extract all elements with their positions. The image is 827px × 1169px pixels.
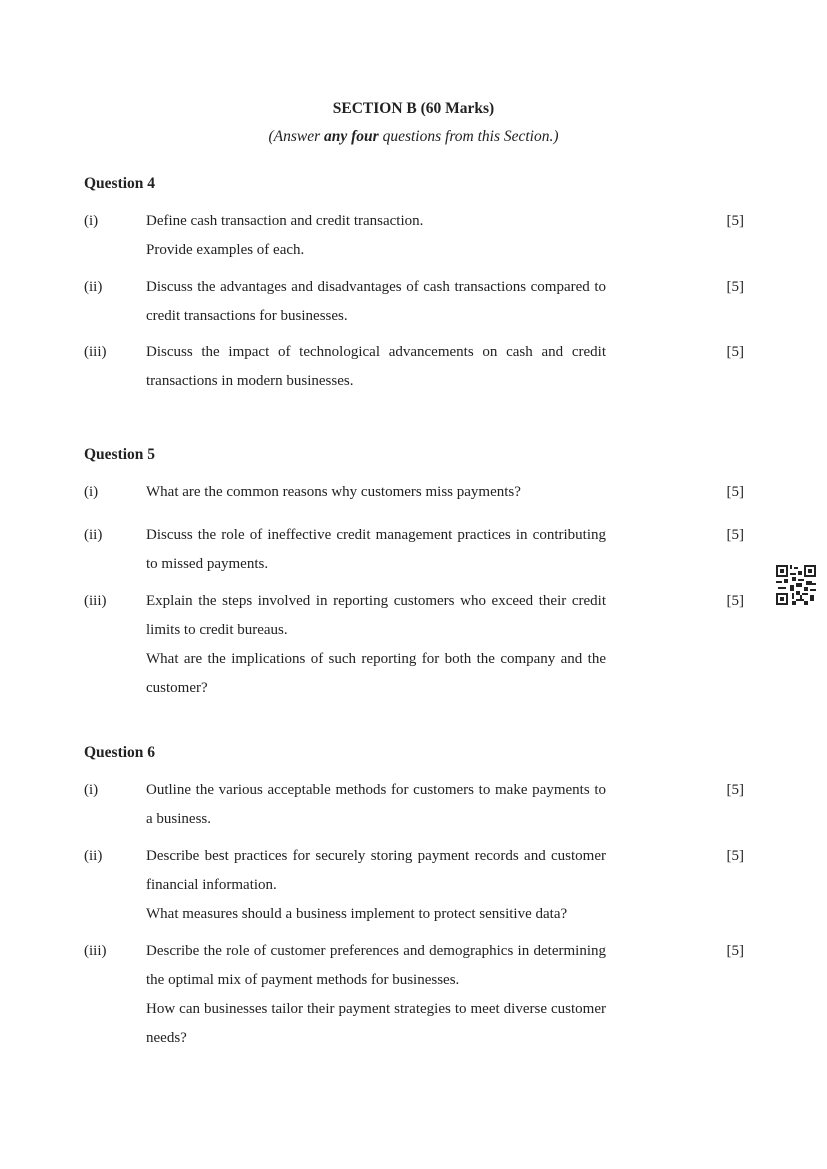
part-number: (i)	[84, 782, 99, 798]
part-text	[146, 842, 606, 929]
marks: [5]	[726, 593, 744, 609]
question-4-heading: Question 4	[84, 175, 156, 192]
part-line: What are the common reasons why customers miss payments?	[146, 484, 521, 500]
marks: [5]	[726, 782, 744, 798]
part-text	[146, 478, 606, 507]
part-text	[146, 207, 606, 265]
part-text	[146, 521, 606, 579]
part-line: Describe the role of customer preferences and demographics in determining the optimal mix of payment methods for businesses.	[146, 943, 606, 988]
part-number: (i)	[84, 213, 99, 229]
part-text	[146, 273, 606, 331]
marks: [5]	[726, 344, 744, 360]
question-5-heading: Question 5	[84, 446, 156, 463]
part-number: (ii)	[84, 848, 103, 864]
instruction-emphasis: any four	[324, 128, 379, 145]
marks: [5]	[726, 848, 744, 864]
marks: [5]	[726, 213, 744, 229]
instruction-pre: (Answer	[268, 128, 324, 145]
part-text	[146, 776, 606, 834]
part-text	[146, 937, 606, 1053]
part-line: Define cash transaction and credit transaction.	[146, 213, 424, 229]
part-text	[146, 587, 606, 703]
part-line: What measures should a business implement to protect sensitive data?	[146, 906, 568, 922]
part-line: Discuss the advantages and disadvantages of cash transactions compared to credit transactions for businesses.	[146, 279, 606, 324]
instruction-post: questions from this Section.)	[378, 128, 559, 145]
part-number: (iii)	[84, 593, 107, 609]
part-number: (iii)	[84, 943, 107, 959]
marks: [5]	[726, 527, 744, 543]
marks: [5]	[726, 279, 744, 295]
marks: [5]	[726, 943, 744, 959]
part-number: (ii)	[84, 527, 103, 543]
qr-code-icon	[776, 565, 816, 605]
question-6-heading: Question 6	[84, 744, 156, 761]
part-number: (iii)	[84, 344, 107, 360]
part-number: (ii)	[84, 279, 103, 295]
part-line: How can businesses tailor their payment strategies to meet diverse customer needs?	[146, 1001, 606, 1046]
part-text	[146, 338, 606, 396]
part-line: Provide examples of each.	[146, 242, 305, 258]
part-line: Discuss the impact of technological advancements on cash and credit transactions in modern businesses.	[146, 344, 606, 389]
section-title: SECTION B (60 Marks)	[332, 100, 495, 117]
section-instruction	[0, 128, 827, 146]
part-line: Describe best practices for securely storing payment records and customer financial information.	[146, 848, 606, 893]
part-line: Discuss the role of ineffective credit management practices in contributing to missed payments.	[146, 527, 606, 572]
marks: [5]	[726, 484, 744, 500]
part-line: What are the implications of such reporting for both the company and the customer?	[146, 651, 606, 696]
part-number: (i)	[84, 484, 99, 500]
part-line: Explain the steps involved in reporting customers who exceed their credit limits to credit bureaus.	[146, 593, 606, 638]
part-line: Outline the various acceptable methods for customers to make payments to a business.	[146, 782, 606, 827]
